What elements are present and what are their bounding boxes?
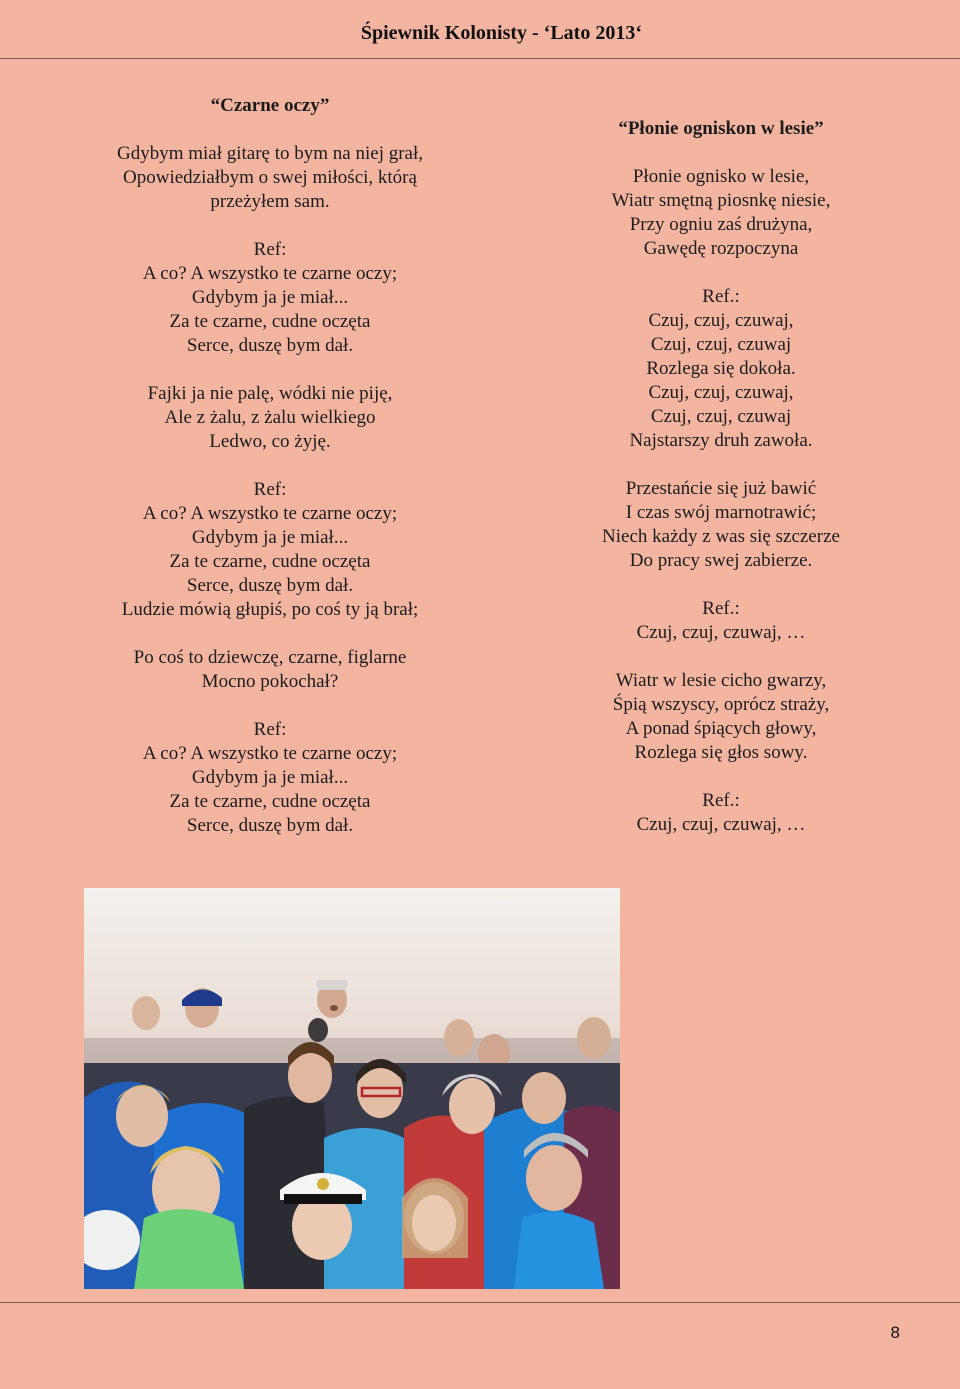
- lyric-line: przeżyłem sam.: [210, 191, 330, 212]
- lyric-line: Przy ogniu zaś drużyna,: [629, 214, 813, 235]
- lyric-line: Czuj, czuj, czuwaj, …: [636, 814, 806, 835]
- lyric-line: Gawędę rozpoczyna: [643, 238, 799, 259]
- refrain: [80, 238, 460, 358]
- lyric-line: Ludzie mówią głupiś, po coś ty ją brał;: [121, 599, 419, 620]
- lyric-line: Najstarszy druh zawoła.: [629, 430, 813, 451]
- lyric-line: I czas swój marnotrawić;: [625, 502, 817, 523]
- group-photo: [84, 888, 620, 1289]
- stanza-1: [80, 142, 460, 214]
- refrain-label: Ref.:: [702, 286, 740, 307]
- lyric-line: A ponad śpiących głowy,: [625, 718, 817, 739]
- stanza-2: [80, 382, 460, 454]
- lyric-line: Fajki ja nie palę, wódki nie piję,: [147, 383, 393, 404]
- stanza-3: [540, 669, 902, 765]
- lyric-line: Gdybym miał gitarę to bym na niej grał,: [116, 143, 424, 164]
- lyric-line: A co? A wszystko te czarne oczy;: [142, 263, 398, 284]
- refrain-short: [540, 789, 902, 837]
- lyric-line: Czuj, czuj, czuwaj: [650, 406, 792, 427]
- lyric-line: Przestańcie się już bawić: [625, 478, 817, 499]
- refrain: [540, 285, 902, 453]
- lyric-line: Serce, duszę bym dał.: [186, 335, 354, 356]
- lyric-line: Czuj, czuj, czuwaj,: [648, 310, 794, 331]
- lyric-line: Czuj, czuj, czuwaj, …: [636, 622, 806, 643]
- song-czarne-oczy: [80, 94, 460, 838]
- refrain-label: Ref:: [253, 719, 287, 740]
- lyric-line: Czuj, czuj, czuwaj,: [648, 382, 794, 403]
- lyric-line: Opowiedziałbym o swej miłości, którą: [123, 167, 417, 188]
- refrain: [80, 718, 460, 838]
- refrain-label: Ref.:: [702, 598, 740, 619]
- lyric-line: Mocno pokochał?: [201, 671, 339, 692]
- lyric-line: Niech każdy z was się szczerze: [602, 526, 840, 547]
- page-header: [0, 22, 960, 52]
- lyric-line: Wiatr w lesie cicho gwarzy,: [615, 670, 827, 691]
- song-title: “Czarne oczy”: [210, 95, 330, 116]
- lyric-line: Gdybym ja je miał...: [191, 287, 349, 308]
- group-photo-children-at-sea-icon: [84, 888, 620, 1289]
- refrain-short: [540, 597, 902, 645]
- lyric-line: Ale z żalu, z żalu wielkiego: [164, 407, 376, 428]
- lyric-line: Śpią wszyscy, oprócz straży,: [612, 694, 830, 715]
- lyric-line: Płonie ognisko w lesie,: [632, 166, 810, 187]
- song-title: “Płonie ogniskon w lesie”: [618, 118, 824, 139]
- stanza-1: [540, 165, 902, 261]
- lyric-line: Rozlega się dokoła.: [646, 358, 796, 379]
- lyric-line: Rozlega się głos sowy.: [634, 742, 808, 763]
- stanza-3: [80, 646, 460, 694]
- lyric-line: Gdybym ja je miał...: [191, 767, 349, 788]
- songbook-title: Śpiewnik Kolonisty - ‘Lato 2013‘: [360, 22, 642, 44]
- page-number: 8: [890, 1323, 900, 1342]
- lyric-line: Czuj, czuj, czuwaj: [650, 334, 792, 355]
- lyric-line: Gdybym ja je miał...: [191, 527, 349, 548]
- lyric-line: Wiatr smętną piosnkę niesie,: [611, 190, 831, 211]
- lyric-line: Serce, duszę bym dał.: [186, 575, 354, 596]
- refrain-label: Ref.:: [702, 790, 740, 811]
- song-plonie-ognisko: [540, 117, 902, 837]
- lyric-line: Po coś to dziewczę, czarne, figlarne: [133, 647, 407, 668]
- refrain-label: Ref:: [253, 479, 287, 500]
- lyric-line: Serce, duszę bym dał.: [186, 815, 354, 836]
- lyric-line: A co? A wszystko te czarne oczy;: [142, 503, 398, 524]
- lyric-line: Za te czarne, cudne oczęta: [169, 311, 371, 332]
- lyric-line: Ledwo, co żyję.: [209, 431, 331, 452]
- lyric-line: Za te czarne, cudne oczęta: [169, 791, 371, 812]
- lyric-line: Za te czarne, cudne oczęta: [169, 551, 371, 572]
- header-divider: [0, 58, 960, 59]
- stanza-2: [540, 477, 902, 573]
- footer-divider: [0, 1302, 960, 1303]
- refrain-label: Ref:: [253, 239, 287, 260]
- refrain: [80, 478, 460, 622]
- lyric-line: Do pracy swej zabierze.: [629, 550, 813, 571]
- lyric-line: A co? A wszystko te czarne oczy;: [142, 743, 398, 764]
